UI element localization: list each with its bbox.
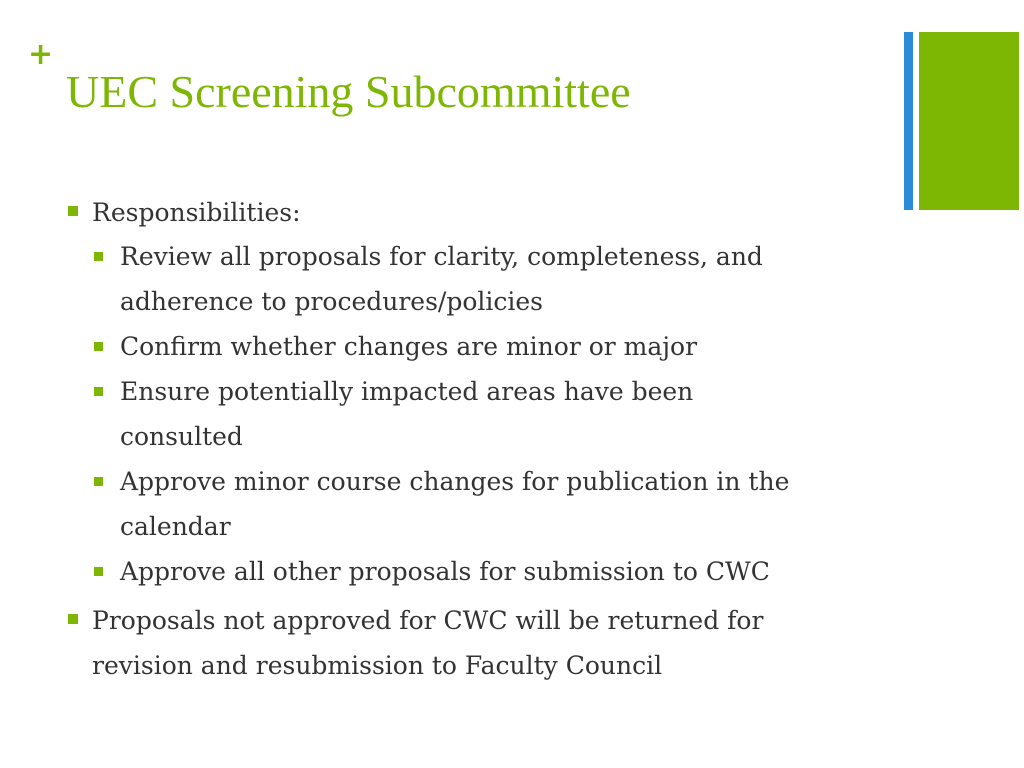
bullet-text: Responsibilities: — [92, 198, 301, 227]
sub-bullet-item — [94, 234, 820, 324]
sub-bullet-text: Confirm whether changes are minor or major — [120, 332, 698, 361]
bullet-item — [68, 598, 872, 688]
plus-icon: + — [28, 37, 54, 72]
slide-title: UEC Screening Subcommittee — [66, 66, 631, 117]
sub-bullet-item — [94, 549, 880, 594]
sub-bullet-item — [94, 369, 780, 459]
sub-bullet-text: Review all proposals for clarity, completeness, and adherence to procedures/policies — [120, 242, 763, 316]
square-bullet-icon — [68, 206, 78, 216]
bullet-item — [68, 190, 888, 594]
sub-bullet-text: Ensure potentially impacted areas have been consulted — [120, 377, 694, 451]
accent-bar-blue — [904, 32, 913, 210]
bullet-list — [68, 190, 888, 688]
sub-bullet-list — [94, 234, 888, 594]
square-bullet-icon — [94, 567, 103, 576]
square-bullet-icon — [94, 477, 103, 486]
square-bullet-icon — [94, 342, 103, 351]
sub-bullet-text: Approve minor course changes for publication in the calendar — [120, 467, 790, 541]
square-bullet-icon — [94, 252, 103, 261]
sub-bullet-text: Approve all other proposals for submission to CWC — [120, 557, 770, 586]
accent-bar-green — [919, 32, 1019, 210]
square-bullet-icon — [68, 614, 78, 624]
sub-bullet-item — [94, 459, 860, 549]
square-bullet-icon — [94, 387, 103, 396]
bullet-text: Proposals not approved for CWC will be returned for revision and resubmission to Faculty Council — [92, 606, 764, 680]
sub-bullet-item — [94, 324, 888, 369]
slide-content — [68, 190, 888, 688]
